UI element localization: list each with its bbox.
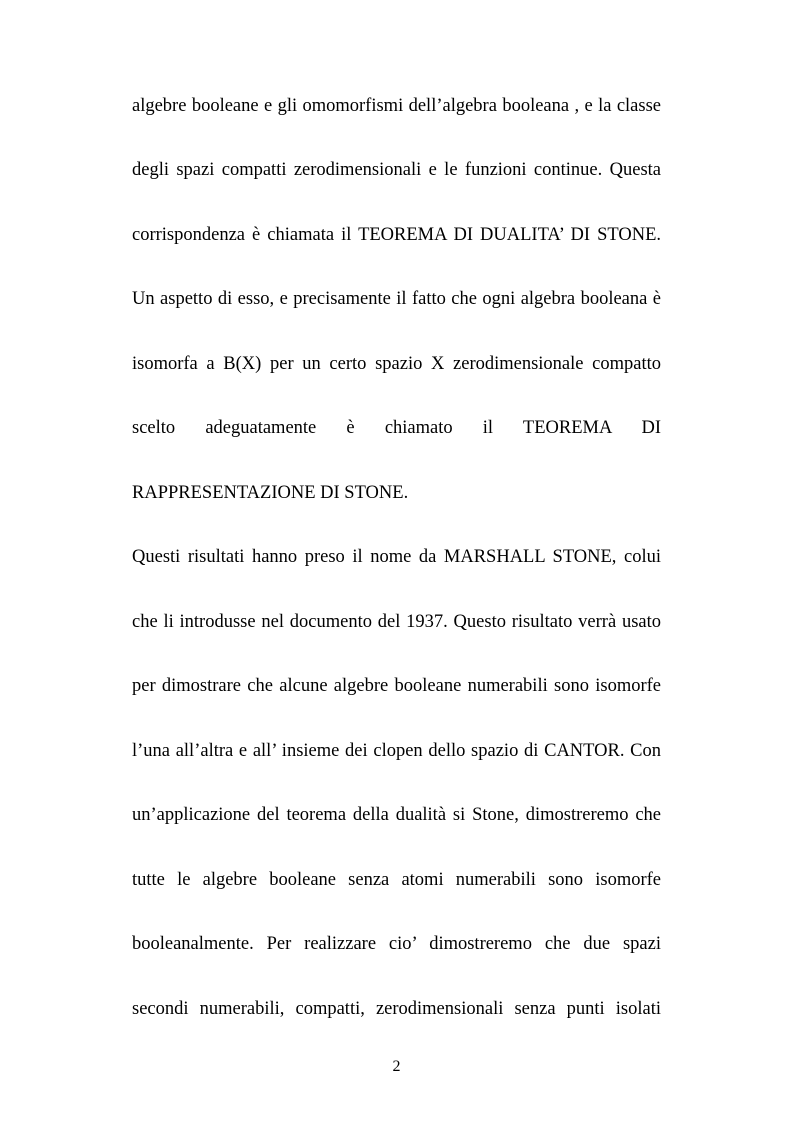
text-line: RAPPRESENTAZIONE DI STONE.	[132, 483, 409, 503]
text-line: Questi risultati hanno preso il nome da MARSHALL STONE, colui	[132, 547, 661, 567]
page-number: 2	[392, 1058, 401, 1075]
text-line: degli spazi compatti zerodimensionali e le funzioni continue. Questa	[132, 160, 661, 180]
text-line: che li introdusse nel documento del 1937. Questo risultato verrà usato	[132, 612, 661, 632]
text-line: un’applicazione del teorema della dualità si Stone, dimostreremo che	[132, 805, 661, 825]
text-line: secondi numerabili, compatti, zerodimensionali senza punti isolati	[132, 999, 661, 1019]
text-line: tutte le algebre booleane senza atomi numerabili sono isomorfe	[132, 870, 661, 890]
text-line: per dimostrare che alcune algebre booleane numerabili sono isomorfe	[132, 676, 661, 696]
text-line: corrispondenza è chiamata il TEOREMA DI DUALITA’ DI STONE.	[132, 225, 661, 245]
text-line: scelto adeguatamente è chiamato il TEOREMA DI	[132, 418, 661, 438]
text-line: isomorfa a B(X) per un certo spazio X zerodimensionale compatto	[132, 354, 661, 374]
text-line: l’una all’altra e all’ insieme dei clopen dello spazio di CANTOR. Con	[132, 741, 661, 761]
text-line: algebre booleane e gli omomorfismi dell’algebra booleana , e la classe	[132, 96, 661, 116]
text-line: booleanalmente. Per realizzare cio’ dimostreremo che due spazi	[132, 934, 661, 954]
text-line: Un aspetto di esso, e precisamente il fatto che ogni algebra booleana è	[132, 289, 661, 309]
